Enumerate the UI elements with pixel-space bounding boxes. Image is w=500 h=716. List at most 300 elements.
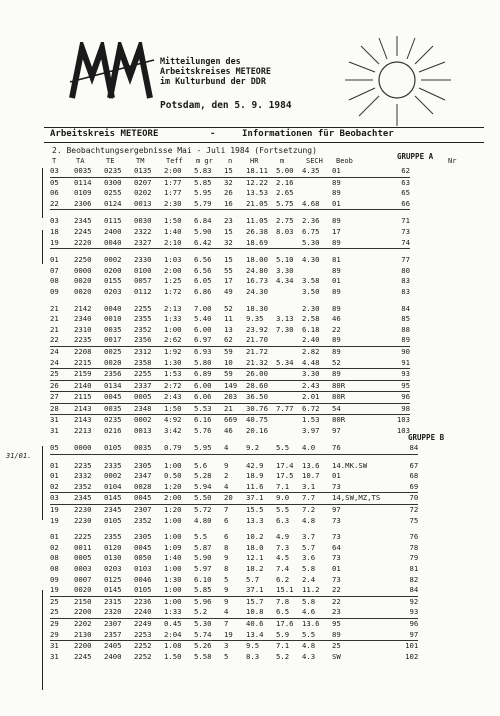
table-cell: 2208 (74, 346, 92, 356)
table-cell: 4.8 (302, 515, 316, 525)
table-cell: 1:09 (164, 542, 182, 552)
table-cell: 0.45 (164, 618, 182, 628)
table-cell: 2:62 (164, 335, 194, 346)
table-cell: 13.6 (302, 460, 320, 470)
table-cell: 1.08 (164, 641, 182, 651)
column-header: Teff (166, 157, 183, 165)
table-cell: 4.3 (302, 651, 316, 661)
table-cell: 01 (50, 471, 59, 481)
table-cell: 22 (332, 324, 341, 334)
table-cell: 10.7 (302, 471, 320, 481)
table-cell: 2307 (104, 618, 122, 628)
table-row (50, 630, 418, 641)
table-cell: 6.00 (194, 324, 212, 334)
table-cell: 0200 (104, 265, 122, 275)
table-cell: 2345 (104, 504, 122, 514)
table-cell: 74 (372, 238, 410, 249)
table-cell: 6.89 (194, 369, 224, 381)
table-cell: 2 (224, 471, 229, 481)
table-cell: 19 (50, 504, 59, 514)
table-cell: 1:33 (164, 607, 194, 618)
table-cell: 8 (224, 563, 229, 573)
table-cell: 1:00 (164, 460, 182, 470)
table-cell: 54 (332, 403, 372, 415)
table-cell (276, 304, 302, 315)
table-cell: 89 (332, 303, 341, 313)
table-cell: 24 (50, 358, 74, 369)
table-cell: 3.13 (276, 314, 294, 324)
table-cell: 07 (50, 265, 59, 275)
table-cell: 0010 (104, 314, 122, 324)
table-cell: 7.4 (276, 563, 290, 573)
table-cell: 2.16 (276, 177, 294, 187)
table-cell: 0035 (104, 324, 122, 334)
table-cell: 25 (50, 369, 74, 381)
table-cell: 0203 (104, 286, 122, 296)
table-cell: 0028 (134, 482, 164, 493)
bar-separator: - (210, 129, 216, 139)
table-cell: 2202 (74, 618, 92, 628)
table-cell: 2:00 (164, 166, 194, 177)
table-cell: 69 (380, 482, 418, 493)
table-row (50, 369, 410, 381)
table-row (50, 652, 418, 663)
table-cell: 0020 (74, 585, 104, 596)
table-row (50, 532, 418, 543)
table-cell: 79 (409, 553, 419, 563)
table-cell: 9 (224, 460, 229, 470)
table-row (50, 607, 418, 618)
table-cell: 73 (332, 574, 341, 584)
table-cell: 0040 (104, 238, 134, 249)
table-cell: 96 (409, 618, 419, 628)
table-cell: 18.11 (246, 166, 276, 177)
table-cell: 29 (50, 630, 74, 641)
table-cell: 2230 (74, 504, 92, 514)
title-line-1: Mitteilungen des (160, 56, 241, 66)
table-cell: 2255 (134, 303, 152, 313)
table-cell: 5.8 (302, 563, 316, 573)
table-cell: 0020 (74, 286, 92, 296)
table-cell: 24 (50, 346, 59, 356)
table-cell: 01 (332, 166, 372, 177)
table-cell: 0235 (104, 415, 122, 425)
table-cell: 3.97 (302, 426, 320, 436)
table-cell: 0112 (134, 286, 152, 296)
table-cell: 1:92 (164, 346, 182, 356)
table-cell: 2348 (134, 403, 164, 415)
table-cell: 2200 (74, 607, 104, 618)
table-cell: 9 (224, 585, 246, 596)
table-cell: 15.7 (246, 596, 264, 606)
table-cell: 5.97 (194, 563, 212, 573)
table-row (50, 553, 418, 564)
table-cell: 5 (224, 574, 229, 584)
table-cell: 5.26 (194, 641, 212, 651)
table-cell: 2.58 (302, 314, 320, 324)
table-cell: 40.6 (246, 618, 264, 628)
table-cell: 1:53 (164, 369, 194, 381)
table-cell: 89 (332, 369, 372, 381)
margin-bracket (42, 230, 43, 264)
table-cell: 22 (50, 199, 74, 210)
table-cell: 84 (380, 585, 418, 596)
observations-table-group-b (50, 443, 418, 662)
table-cell: 0002 (134, 415, 152, 425)
column-header: m (280, 157, 285, 165)
table-row (50, 276, 410, 287)
table-cell: 2:04 (164, 630, 194, 641)
table-cell: 0035 (134, 443, 164, 454)
table-cell: 0.79 (164, 443, 194, 454)
table-cell: 59 (224, 369, 246, 381)
table-cell: 25 (50, 607, 74, 618)
table-cell: 0105 (104, 515, 122, 525)
date-line: Potsdam, den 5. 9. 1984 (160, 100, 292, 111)
table-cell: 1:50 (164, 403, 194, 415)
table-cell: 0011 (74, 542, 92, 552)
table-cell: 0114 (74, 177, 92, 187)
meteor-logo-icon (68, 42, 156, 102)
table-cell: 4.6 (302, 607, 332, 618)
table-cell: 6.97 (194, 335, 224, 346)
table-cell: 83 (401, 286, 410, 296)
table-cell: 67 (409, 460, 419, 470)
table-cell: 0007 (74, 574, 92, 584)
table-cell: 0105 (104, 443, 134, 454)
table-cell: 84 (380, 443, 418, 454)
table-cell: 2322 (134, 226, 152, 236)
table-cell: 13.3 (246, 515, 264, 525)
table-cell: 0045 (134, 542, 152, 552)
table-cell: 52 (332, 358, 372, 369)
table-cell: 49 (224, 286, 233, 296)
table-cell: 03 (50, 493, 74, 505)
table-row (50, 392, 410, 404)
column-header: T (52, 157, 57, 165)
table-cell: 59 (224, 346, 233, 356)
table-row (50, 255, 410, 266)
table-cell: 73 (332, 515, 341, 525)
table-cell: 6.5 (276, 607, 302, 618)
table-cell: 5.53 (194, 403, 224, 415)
table-cell: 5 (224, 651, 229, 661)
table-cell: 9.35 (246, 314, 264, 324)
table-cell: 6.56 (194, 255, 212, 265)
table-cell: 20.16 (246, 426, 268, 436)
table-cell: 2312 (134, 346, 152, 356)
table-cell: 66 (372, 199, 410, 210)
table-cell: 0025 (104, 346, 122, 356)
table-cell: 31 (50, 426, 59, 436)
table-cell: 75 (409, 515, 419, 525)
table-cell: 1.53 (302, 415, 320, 425)
table-cell: 9 (224, 596, 229, 606)
table-cell: 6.2 (276, 574, 290, 584)
table-cell: 14.MK.SW (332, 460, 368, 470)
table-cell: 2355 (134, 314, 152, 324)
table-cell: 5.50 (194, 493, 224, 505)
table-cell: 71 (401, 216, 410, 226)
table-cell: 6.06 (194, 392, 224, 404)
table-cell: 73 (332, 482, 380, 493)
table-cell: 0000 (74, 443, 104, 454)
table-cell: 93 (372, 369, 410, 381)
column-header: SECH (306, 157, 323, 165)
table-cell: 68 (409, 471, 419, 481)
table-cell: 2356 (104, 369, 134, 381)
table-cell: 0057 (134, 276, 152, 286)
table-cell: 73 (332, 532, 341, 542)
table-cell: 13 (224, 324, 233, 334)
group-label-a: GRUPPE A (397, 152, 434, 161)
table-cell: 5.74 (194, 630, 224, 641)
table-cell: 0207 (134, 177, 152, 187)
table-cell: 0216 (104, 426, 122, 436)
table-row (50, 426, 410, 437)
table-cell: 05 (50, 443, 74, 454)
table-cell: 2315 (104, 596, 122, 606)
table-cell: 1:03 (164, 255, 182, 265)
table-cell: 08 (50, 553, 59, 563)
table-row (50, 238, 410, 249)
table-row (50, 358, 410, 369)
table-cell: 2345 (74, 493, 104, 505)
table-cell: 1:20 (164, 482, 194, 493)
table-cell: 26.38 (246, 226, 268, 236)
table-cell: 1:77 (164, 177, 182, 187)
table-cell: 89 (332, 177, 341, 187)
table-cell: 01 (332, 199, 372, 210)
table-cell: 2240 (134, 607, 164, 618)
table-cell: 11.6 (246, 482, 276, 493)
table-cell: 26.00 (246, 369, 276, 381)
table-cell: 0202 (134, 188, 152, 198)
table-cell: 1:25 (164, 276, 182, 286)
table-cell: 2.43 (302, 380, 332, 392)
table-cell: 2358 (134, 358, 164, 369)
table-cell: 26 (224, 188, 233, 198)
margin-bracket (42, 168, 43, 218)
table-cell (276, 238, 302, 249)
table-cell: 2236 (134, 596, 152, 606)
table-cell: 15 (224, 255, 233, 265)
table-cell: 4.35 (302, 166, 332, 177)
table-cell: 5.2 (276, 651, 290, 661)
table-row (50, 314, 410, 325)
section-subtitle: 2. Beobachtungsergebnisse Mai - Juli 1984 (Fortsetzung) (52, 146, 317, 155)
table-row (50, 493, 418, 505)
table-cell (276, 426, 302, 437)
table-cell: 2225 (74, 532, 92, 542)
table-cell (276, 346, 302, 357)
table-cell: 5.9 (276, 630, 302, 641)
table-cell: 21 (50, 303, 59, 313)
table-cell: 7.30 (276, 324, 294, 334)
table-cell: 5.58 (194, 651, 212, 661)
table-cell: 5.95 (194, 443, 224, 454)
table-cell: 0013 (134, 426, 152, 436)
table-cell: 2245 (74, 226, 92, 236)
table-cell: 25 (50, 596, 59, 606)
header-bar (44, 127, 484, 143)
table-cell: 77 (401, 255, 410, 265)
table-cell: 101 (405, 641, 419, 651)
table-cell: 5.95 (194, 188, 212, 198)
table-cell: 11.2 (302, 585, 332, 596)
table-cell: 31 (50, 651, 59, 661)
table-cell: 2:10 (164, 238, 194, 249)
table-cell: 18.00 (246, 255, 268, 265)
table-cell: 0300 (104, 177, 122, 187)
table-cell: 2249 (134, 618, 152, 628)
table-cell: 2355 (104, 532, 122, 542)
table-cell: 0109 (74, 188, 92, 198)
table-cell: 7.8 (276, 596, 290, 606)
table-cell: 5.94 (194, 482, 224, 493)
table-cell: 203 (224, 392, 246, 404)
table-cell: 16 (224, 199, 246, 210)
table-cell: 46 (332, 314, 341, 324)
table-cell: 2335 (104, 460, 122, 470)
table-cell: 16.73 (246, 276, 268, 286)
table-cell: 18.69 (246, 238, 276, 249)
table-cell: 3.58 (302, 276, 320, 286)
table-cell: 21 (224, 403, 246, 415)
table-cell: 5.6 (194, 460, 208, 470)
table-cell: 18.30 (246, 303, 268, 313)
table-cell: 2250 (74, 255, 92, 265)
table-cell: 5.5 (302, 630, 332, 641)
table-row (50, 287, 410, 298)
table-cell: 10.8 (246, 607, 276, 618)
table-row (50, 564, 418, 575)
table-row (50, 443, 418, 454)
table-cell: 2347 (134, 471, 152, 481)
table-cell: 4.48 (302, 358, 332, 369)
table-cell: 2143 (74, 415, 92, 425)
table-cell: 2337 (134, 380, 164, 392)
table-row (50, 516, 418, 527)
table-cell: 5.2 (194, 607, 224, 618)
table-cell: 3.1 (302, 482, 332, 493)
table-cell (276, 415, 302, 426)
table-cell: 2345 (74, 216, 92, 226)
table-cell: 19 (50, 585, 74, 596)
table-cell: 80R (332, 415, 346, 425)
table-cell: 4 (224, 482, 246, 493)
table-cell: 0134 (104, 380, 134, 392)
table-cell: 9.2 (246, 443, 276, 454)
table-cell: 1:40 (164, 226, 182, 236)
table-cell (302, 177, 332, 188)
group-label-b: GRUPPE B (408, 433, 445, 442)
table-cell: 7 (224, 618, 229, 628)
table-cell: 46 (224, 426, 233, 436)
table-row (50, 504, 418, 515)
table-cell: 19 (50, 515, 59, 525)
table-cell: 2356 (134, 335, 164, 346)
table-row (50, 216, 410, 227)
table-cell: 2252 (134, 641, 152, 651)
table-cell: 6.3 (276, 515, 290, 525)
table-cell: 13.4 (246, 630, 276, 641)
table-cell: 4.9 (276, 532, 290, 542)
table-cell: 149 (224, 380, 246, 392)
table-cell: 2.65 (276, 188, 294, 198)
table-cell: 7.2 (302, 504, 316, 514)
table-cell: 4 (224, 443, 246, 454)
table-cell: 19 (50, 238, 74, 249)
table-cell: 5.30 (302, 238, 332, 249)
table-cell: 2:43 (164, 392, 194, 404)
table-cell: 97 (332, 504, 341, 514)
table-row (50, 199, 410, 210)
table-cell: 2150 (74, 596, 92, 606)
table-cell: 5.34 (276, 358, 302, 369)
table-cell: 02 (50, 482, 74, 493)
table-cell: 01 (332, 276, 341, 286)
newsletter-title (160, 56, 320, 86)
table-cell: 12.1 (246, 553, 264, 563)
table-cell: 0130 (104, 553, 122, 563)
table-cell: 4.68 (302, 199, 332, 210)
table-cell: 10.2 (246, 532, 264, 542)
table-cell: 2:13 (164, 303, 182, 313)
table-cell: 70 (380, 493, 418, 505)
table-cell (276, 380, 302, 392)
table-cell: 6.72 (302, 403, 332, 415)
margin-bracket (42, 446, 43, 520)
table-cell: 12.22 (246, 177, 268, 187)
table-row (50, 596, 418, 607)
table-cell: 1:30 (164, 358, 194, 369)
table-cell: 6.00 (194, 380, 224, 392)
table-cell: 2200 (74, 641, 92, 651)
table-cell: 2306 (74, 199, 104, 210)
table-cell: 37.1 (246, 585, 276, 596)
table-cell: 1:72 (164, 286, 182, 296)
table-cell: 0145 (104, 493, 134, 505)
table-cell: 4:92 (164, 415, 182, 425)
table-cell: 5.85 (194, 585, 224, 596)
table-cell: 1:20 (164, 504, 182, 514)
table-cell: 89 (332, 188, 341, 198)
table-cell: 1:00 (164, 515, 182, 525)
table-cell: 76 (332, 443, 380, 454)
table-cell: 6 (224, 532, 229, 542)
table-cell: 0115 (104, 216, 122, 226)
table-cell: 76 (409, 532, 419, 542)
table-cell: 0045 (134, 493, 164, 505)
table-cell: 2.75 (276, 216, 294, 226)
title-line-3: im Kulturbund der DDR (160, 76, 266, 86)
table-cell: 55 (224, 265, 233, 275)
table-cell: 0235 (104, 166, 134, 177)
table-cell: 0003 (74, 563, 92, 573)
table-cell: 2115 (74, 392, 104, 404)
table-cell (276, 287, 302, 298)
table-cell: 37.1 (246, 493, 276, 505)
table-cell: 01 (50, 255, 59, 265)
table-cell: 52 (224, 303, 233, 313)
table-cell: 0020 (104, 358, 134, 369)
column-header: Beob (336, 157, 353, 165)
table-cell: 103 (396, 415, 410, 425)
table-cell: 9.5 (246, 641, 260, 651)
table-cell: 13.53 (246, 188, 268, 198)
table-cell: 6 (224, 515, 229, 525)
